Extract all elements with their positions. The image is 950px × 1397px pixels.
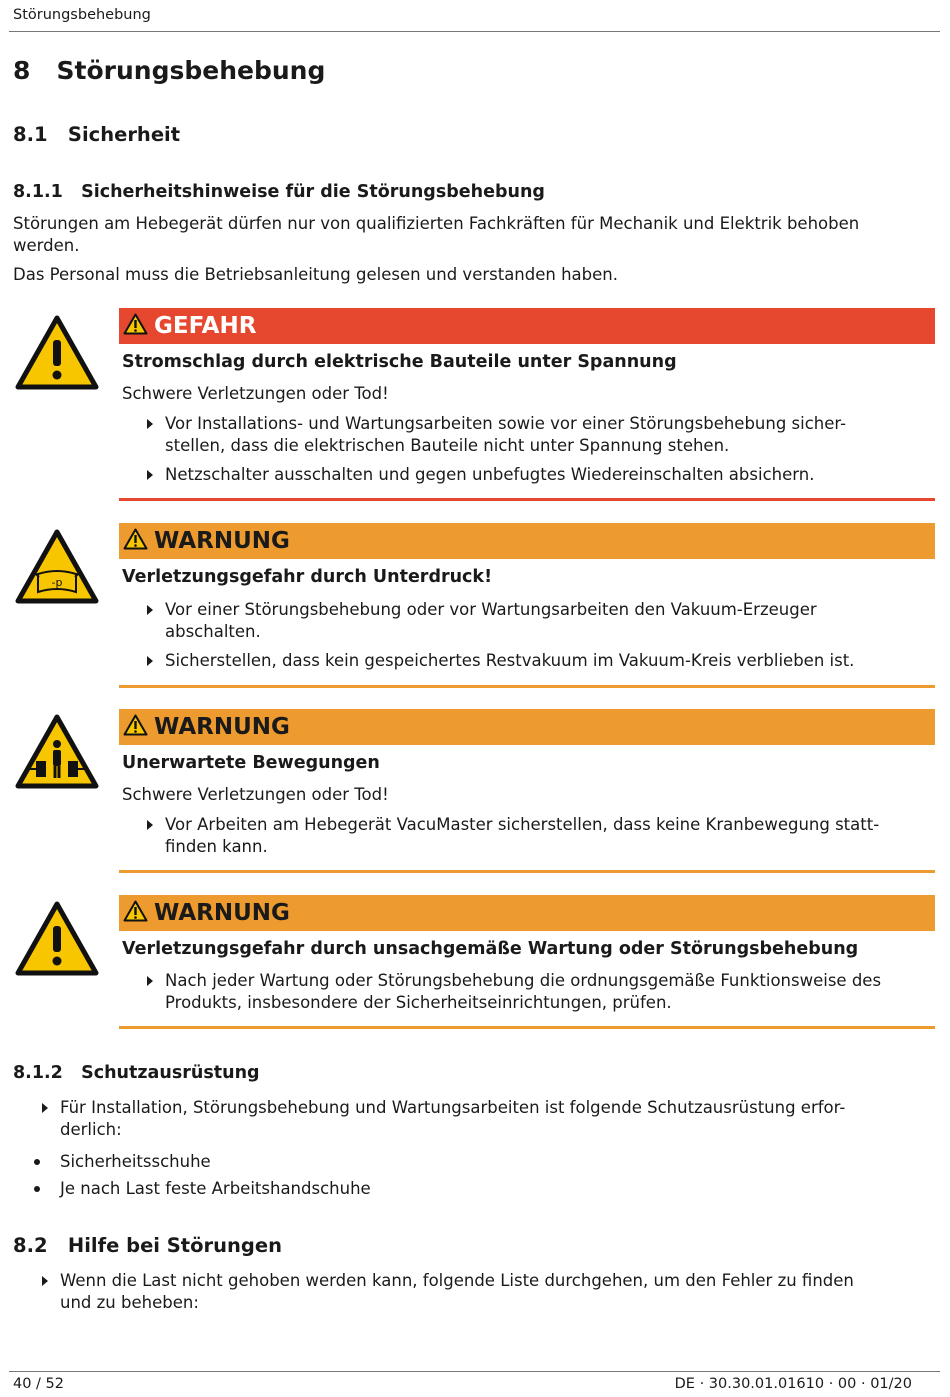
step-line: und zu beheben: xyxy=(60,1293,199,1312)
document-id: DE · 30.30.01.01610 · 00 · 01/20 xyxy=(674,1376,912,1392)
list-item-text: Sicherheitsschuhe xyxy=(60,1152,211,1171)
subsection-number: 8.1.2 xyxy=(13,1063,63,1083)
running-header: Störungsbehebung xyxy=(13,7,151,23)
list-item-text: Je nach Last feste Arbeitshandschuhe xyxy=(60,1179,371,1198)
chapter-number: 8 xyxy=(13,56,31,85)
footer-rule xyxy=(9,1371,940,1372)
signal-word: GEFAHR xyxy=(154,313,257,339)
bullet-dot-icon xyxy=(34,1159,40,1165)
subsection-heading-8-1-2 xyxy=(13,1063,260,1083)
action-step xyxy=(165,650,854,672)
step-line: Netzschalter ausschalten und gegen unbefugtes Wiedereinschalten absichern. xyxy=(165,465,815,484)
arrow-bullet-icon xyxy=(147,656,153,666)
signal-word: WARNUNG xyxy=(154,714,290,740)
paragraph-qualified-staff xyxy=(13,213,859,257)
paragraph-line: Störungen am Hebegerät dürfen nur von qualifizierten Fachkräften für Mechanik und Elektrik behoben xyxy=(13,214,860,233)
warning-signal-bar xyxy=(119,895,935,931)
arrow-bullet-icon xyxy=(147,605,153,615)
action-step xyxy=(165,413,846,457)
notice-title: Verletzungsgefahr durch Unterdruck! xyxy=(122,567,493,587)
arrow-bullet-icon xyxy=(42,1103,48,1113)
notice-title: Unerwartete Bewegungen xyxy=(122,753,380,773)
step-line: Für Installation, Störungsbehebung und Wartungsarbeiten ist folgende Schutzausrüstung erfor- xyxy=(60,1098,846,1117)
step-line: stellen, dass die elektrischen Bauteile nicht unter Spannung stehen. xyxy=(165,436,730,455)
warning-triangle-icon xyxy=(123,528,148,550)
list-item xyxy=(60,1151,211,1173)
notice-end-rule xyxy=(119,1026,935,1029)
section-title: Hilfe bei Störungen xyxy=(67,1234,282,1257)
general-warning-sign-icon xyxy=(14,900,100,978)
arrow-bullet-icon xyxy=(147,470,153,480)
subsection-title: Sicherheitshinweise für die Störungsbehebung xyxy=(81,182,545,202)
step-line: Sicherstellen, dass kein gespeichertes Restvakuum im Vakuum-Kreis verblieben ist. xyxy=(165,651,855,670)
signal-word: WARNUNG xyxy=(154,900,290,926)
action-step xyxy=(165,599,817,643)
step-line: Vor Arbeiten am Hebegerät VacuMaster sicherstellen, dass keine Kranbewegung statt- xyxy=(165,815,880,834)
section-number: 8.2 xyxy=(13,1234,48,1257)
warning-signal-bar xyxy=(119,523,935,559)
action-step xyxy=(60,1270,854,1314)
general-warning-sign-icon xyxy=(14,314,100,392)
action-step xyxy=(165,970,881,1014)
section-title: Sicherheit xyxy=(67,123,181,146)
step-line: Vor Installations- und Wartungsarbeiten sowie vor einer Störungsbehebung sicher- xyxy=(165,414,847,433)
crushing-hazard-sign-icon xyxy=(14,713,100,791)
warning-triangle-icon xyxy=(123,313,148,335)
signal-word: WARNUNG xyxy=(154,528,290,554)
step-line: Wenn die Last nicht gehoben werden kann, folgende Liste durchgehen, um den Fehler zu finden xyxy=(60,1271,854,1290)
page-number: 40 / 52 xyxy=(13,1376,65,1392)
notice-end-rule xyxy=(119,685,935,688)
section-number: 8.1 xyxy=(13,123,48,146)
arrow-bullet-icon xyxy=(147,419,153,429)
step-line: Vor einer Störungsbehebung oder vor Wartungsarbeiten den Vakuum-Erzeuger xyxy=(165,600,817,619)
chapter-heading xyxy=(13,56,325,85)
step-line: derlich: xyxy=(60,1120,122,1139)
warning-signal-bar xyxy=(119,709,935,745)
section-heading-8-2 xyxy=(13,1234,282,1257)
step-line: Produkts, insbesondere der Sicherheitseinrichtungen, prüfen. xyxy=(165,993,672,1012)
paragraph-manual-read: Das Personal muss die Betriebsanleitung gelesen und verstanden haben. xyxy=(13,265,618,284)
subsection-heading-8-1-1 xyxy=(13,182,545,202)
vacuum-sign-label: -p xyxy=(51,576,63,589)
warning-triangle-icon xyxy=(123,900,148,922)
step-line: abschalten. xyxy=(165,622,261,641)
arrow-bullet-icon xyxy=(147,820,153,830)
notice-consequence: Schwere Verletzungen oder Tod! xyxy=(122,384,389,403)
notice-consequence: Schwere Verletzungen oder Tod! xyxy=(122,785,389,804)
warning-triangle-icon xyxy=(123,714,148,736)
action-step xyxy=(165,814,879,858)
danger-signal-bar xyxy=(119,308,935,344)
arrow-bullet-icon xyxy=(42,1276,48,1286)
step-line: finden kann. xyxy=(165,837,268,856)
action-step xyxy=(60,1097,845,1141)
arrow-bullet-icon xyxy=(147,976,153,986)
subsection-title: Schutzausrüstung xyxy=(81,1063,260,1083)
list-item xyxy=(60,1178,371,1200)
subsection-number: 8.1.1 xyxy=(13,182,63,202)
notice-title: Stromschlag durch elektrische Bauteile unter Spannung xyxy=(122,352,677,372)
notice-end-rule xyxy=(119,870,935,873)
action-step xyxy=(165,464,814,486)
vacuum-warning-sign-icon xyxy=(14,528,100,606)
section-heading-8-1 xyxy=(13,123,180,146)
header-rule xyxy=(9,31,940,32)
bullet-dot-icon xyxy=(34,1186,40,1192)
step-line: Nach jeder Wartung oder Störungsbehebung die ordnungsgemäße Funktionsweise des xyxy=(165,971,882,990)
paragraph-line: werden. xyxy=(13,236,80,255)
notice-end-rule xyxy=(119,498,935,501)
notice-title: Verletzungsgefahr durch unsachgemäße Wartung oder Störungsbehebung xyxy=(122,939,859,959)
chapter-title: Störungsbehebung xyxy=(56,56,326,85)
